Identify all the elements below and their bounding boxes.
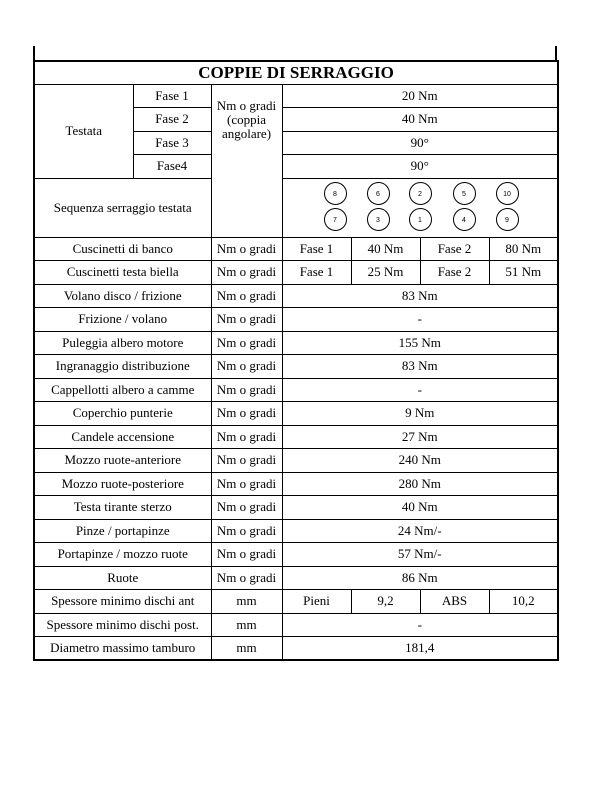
disc-front-row [34, 590, 558, 614]
row-unit: Nm o gradi [211, 331, 282, 355]
row-label: Portapinze / mozzo ruote [34, 543, 211, 567]
row-label: Testa tirante sterzo [34, 496, 211, 520]
row-value: 280 Nm [282, 472, 558, 496]
bearing-row [34, 237, 558, 261]
row-unit: mm [211, 613, 282, 637]
row-unit: Nm o gradi [211, 496, 282, 520]
row-label: Pinze / portapinze [34, 519, 211, 543]
testata-value: 90° [282, 155, 558, 179]
sequence-diagram [282, 178, 558, 237]
row-unit: Nm o gradi [211, 261, 282, 285]
phase-value: 25 Nm [351, 261, 420, 285]
table-row [34, 496, 558, 520]
row-unit: Nm o gradi [211, 425, 282, 449]
testata-value: 90° [282, 131, 558, 155]
phase-label: Pieni [282, 590, 351, 614]
row-value: 240 Nm [282, 449, 558, 473]
row-label: Diametro massimo tamburo [34, 637, 211, 661]
bolt-circle: 2 [409, 182, 432, 205]
table-row [34, 425, 558, 449]
testata-phase: Fase 2 [133, 108, 211, 132]
row-value: 40 Nm [282, 496, 558, 520]
phase-label: Fase 2 [420, 261, 489, 285]
torque-table [33, 60, 559, 661]
row-label: Frizione / volano [34, 308, 211, 332]
row-label: Spessore minimo dischi post. [34, 613, 211, 637]
row-value: 9 Nm [282, 402, 558, 426]
testata-label: Testata [34, 84, 133, 178]
row-unit: Nm o gradi [211, 449, 282, 473]
testata-value: 20 Nm [282, 84, 558, 108]
row-unit: Nm o gradi [211, 402, 282, 426]
table-row [34, 355, 558, 379]
row-value: 181,4 [282, 637, 558, 661]
table-row [34, 449, 558, 473]
row-label: Mozzo ruote-posteriore [34, 472, 211, 496]
row-label: Spessore minimo dischi ant [34, 590, 211, 614]
phase-value: 40 Nm [351, 237, 420, 261]
bearing-row [34, 261, 558, 285]
table-row [34, 402, 558, 426]
sequence-row [34, 178, 558, 237]
row-label: Cappellotti albero a camme [34, 378, 211, 402]
row-value: 24 Nm/- [282, 519, 558, 543]
row-unit: Nm o gradi [211, 519, 282, 543]
row-label: Volano disco / frizione [34, 284, 211, 308]
table-row [34, 543, 558, 567]
row-unit: Nm o gradi [211, 308, 282, 332]
testata-row [34, 84, 558, 108]
phase-value: 51 Nm [489, 261, 558, 285]
row-unit: Nm o gradi [211, 378, 282, 402]
table-row [34, 378, 558, 402]
table-row [34, 308, 558, 332]
row-value: 83 Nm [282, 284, 558, 308]
phase-value: 10,2 [489, 590, 558, 614]
row-unit: Nm o gradi [211, 355, 282, 379]
title-row [34, 61, 558, 84]
row-unit: Nm o gradi [211, 566, 282, 590]
row-value: - [282, 613, 558, 637]
table-row [34, 519, 558, 543]
table-top-border [33, 46, 557, 60]
drum-row [34, 637, 558, 661]
row-label: Puleggia albero motore [34, 331, 211, 355]
row-unit: Nm o gradi [211, 237, 282, 261]
row-value: 86 Nm [282, 566, 558, 590]
table-row [34, 331, 558, 355]
row-label: Ruote [34, 566, 211, 590]
testata-unit: Nm o gradi (coppia angolare) [211, 84, 282, 237]
row-value: 83 Nm [282, 355, 558, 379]
bolt-circle: 6 [367, 182, 390, 205]
bolt-circle: 10 [496, 182, 519, 205]
row-value: 57 Nm/- [282, 543, 558, 567]
row-unit: Nm o gradi [211, 472, 282, 496]
row-label: Coperchio punterie [34, 402, 211, 426]
testata-phase: Fase 1 [133, 84, 211, 108]
phase-label: ABS [420, 590, 489, 614]
testata-phase: Fase 3 [133, 131, 211, 155]
row-label: Candele accensione [34, 425, 211, 449]
row-unit: Nm o gradi [211, 284, 282, 308]
row-value: - [282, 308, 558, 332]
testata-value: 40 Nm [282, 108, 558, 132]
row-label: Cuscinetti testa biella [34, 261, 211, 285]
bolt-circle: 3 [367, 208, 390, 231]
row-value: 155 Nm [282, 331, 558, 355]
bolt-circle: 7 [324, 208, 347, 231]
testata-phase: Fase4 [133, 155, 211, 179]
table-row [34, 284, 558, 308]
row-label: Cuscinetti di banco [34, 237, 211, 261]
phase-label: Fase 1 [282, 237, 351, 261]
phase-value: 9,2 [351, 590, 420, 614]
table-title: COPPIE DI SERRAGGIO [34, 61, 558, 84]
row-unit: Nm o gradi [211, 543, 282, 567]
row-unit: mm [211, 637, 282, 661]
row-unit: mm [211, 590, 282, 614]
phase-value: 80 Nm [489, 237, 558, 261]
sequence-label: Sequenza serraggio testata [34, 178, 211, 237]
row-value: 27 Nm [282, 425, 558, 449]
bolt-circle: 5 [453, 182, 476, 205]
bolt-circle: 9 [496, 208, 519, 231]
disc-rear-row [34, 613, 558, 637]
row-label: Mozzo ruote-anteriore [34, 449, 211, 473]
phase-label: Fase 1 [282, 261, 351, 285]
table-row [34, 472, 558, 496]
row-label: Ingranaggio distribuzione [34, 355, 211, 379]
table-row [34, 566, 558, 590]
bolt-circle: 4 [453, 208, 476, 231]
bolt-circle: 1 [409, 208, 432, 231]
bolt-circle: 8 [324, 182, 347, 205]
phase-label: Fase 2 [420, 237, 489, 261]
row-value: - [282, 378, 558, 402]
